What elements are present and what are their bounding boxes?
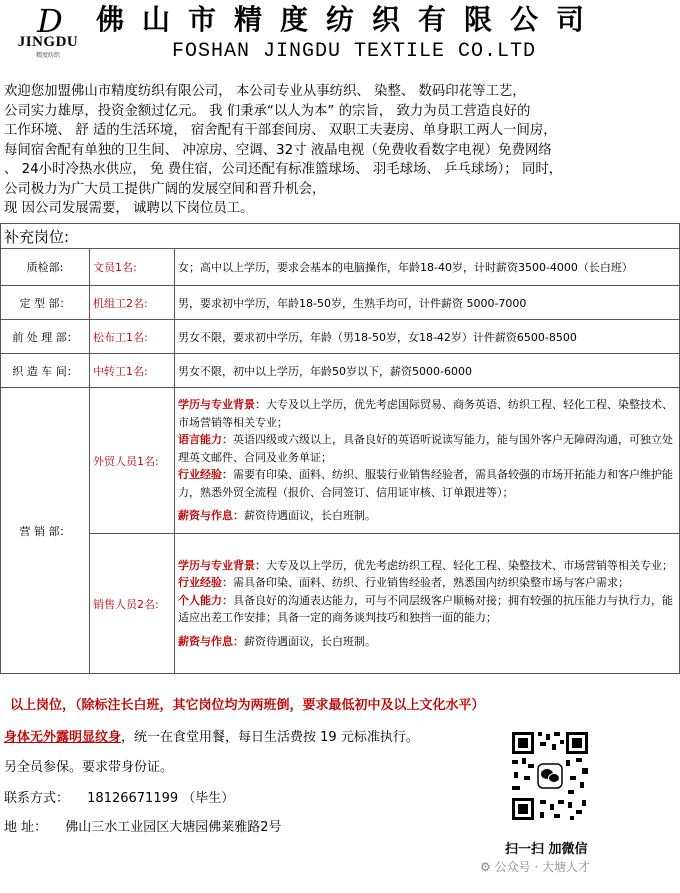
requirement-value: 薪资待遇面议，长白班制。	[244, 509, 376, 523]
intro-line: 现 因公司发展需要， 诚聘以下岗位员工。	[4, 201, 254, 216]
intro-line: 每间宿舍配有单独的卫生间、 冲凉房、空调、32寸 液晶电视（免费收看数字电视）免费网络	[4, 142, 552, 158]
requirement-cell	[175, 534, 680, 674]
requirement-key: 行业经验：	[178, 468, 233, 482]
table-row	[1, 249, 680, 286]
contact-phone[interactable]: 18126671199 （毕生）	[87, 791, 235, 806]
requirement-value: 具备良好的沟通表达能力，可与不同层级客户顺畅对接；拥有较强的抗压能力与执行力，能适应出差工作安排；具备一定的商务谈判技巧和独挡一面的能力；	[178, 593, 673, 625]
intro-line: 、 24小时冷热水供应， 免 费住宿，公司还配有标准篮球场、 羽毛球场、 乒乓球场）； 同时，	[4, 162, 563, 177]
table-title: 补充岗位:	[1, 224, 680, 249]
contact-label: 联系方式：	[4, 791, 70, 806]
department-cell: 营 销 部：	[1, 388, 90, 674]
requirement-value: 薪资待遇面议，长白班制。	[244, 634, 376, 648]
wechat-watermark	[480, 858, 590, 875]
position-cell: 外贸人员1名:	[90, 388, 175, 534]
qr-caption: 扫一扫 加微信	[505, 842, 588, 857]
intro-line: 公司极力为广大员工提供广阔的发展空间和晋升机会，	[4, 181, 326, 197]
intro-line: 欢迎您加盟佛山市精度纺织有限公司， 本公司专业从事纺织、 染整、 数码印花等工艺，	[4, 84, 526, 99]
requirement-cell: 男女不限，要求初中学历，年龄（男18-50岁，女18-42岁）计件薪资6500-8500	[175, 320, 680, 354]
dining-text: ，统一在食堂用餐，每日生活费按 19 元标准执行。	[121, 730, 419, 745]
requirement-key: 语言能力：	[178, 433, 233, 447]
address-line	[4, 816, 282, 835]
table-row	[1, 286, 680, 320]
tattoo-requirement: 身体无外露明显纹身	[4, 730, 122, 745]
wechat-qr-code[interactable]	[510, 730, 590, 822]
wechat-icon: ⚙	[480, 860, 491, 874]
department-cell: 织 造 车 间：	[1, 354, 90, 388]
address-value: 佛山三水工业园区大塘园佛莱雅路2号	[65, 820, 282, 835]
logo-name: JINGDU	[17, 34, 79, 50]
department-cell: 定 型 部：	[1, 286, 90, 320]
requirement-cell: 女；高中以上学历，要求会基本的电脑操作，年龄18-40岁，计时薪资3500-4000（长白班）	[175, 249, 680, 286]
requirement-cell: 男女不限，初中以上学历，年龄50岁以下，薪资5000-6000	[175, 354, 680, 388]
contact-line	[4, 787, 234, 806]
position-cell: 机组工2名:	[90, 286, 175, 320]
requirement-key: 个人能力：	[178, 593, 233, 607]
dining-line	[4, 726, 419, 745]
qr-code-icon	[510, 730, 590, 822]
requirement-key: 薪资与作息：	[178, 634, 244, 648]
table-row	[1, 534, 680, 674]
intro-line: 工作环境、 舒 适的生活环境， 宿舍配有干部套间房、 双职工夫妻房、单身职工两人一间房，	[4, 123, 557, 138]
table-row	[1, 354, 680, 388]
table-row	[1, 388, 680, 534]
logo-mark: D	[37, 2, 63, 40]
intro-paragraph	[4, 82, 676, 219]
requirement-cell	[175, 388, 680, 534]
position-cell: 文员1名:	[90, 249, 175, 286]
address-label: 地 址：	[4, 820, 48, 835]
table-header-row	[1, 224, 680, 249]
department-cell: 质检部:	[1, 249, 90, 286]
watermark-text: 公众号 · 大塘人才	[494, 860, 591, 874]
requirement-value: 大专及以上学历，优先考虑纺织工程、轻化工程、染整技术、市场营销等相关专业；	[266, 558, 673, 572]
logo-subtext: 精度纺织	[35, 52, 60, 59]
position-cell: 中转工1名:	[90, 354, 175, 388]
requirement-key: 学历与专业背景：	[178, 398, 266, 412]
requirement-key: 学历与专业背景：	[178, 558, 266, 572]
company-title-cn: 佛山市精度纺织有限公司	[96, 3, 603, 36]
department-cell: 前 处 理 部：	[1, 320, 90, 354]
positions-table	[0, 223, 680, 674]
insurance-line: 另全员参保。要求带身份证。	[4, 760, 174, 775]
requirement-value: 需要有印染、面料、纺织、服装行业销售经验者，需具备较强的市场开拓能力和客户维护能力，熟悉外贸全流程（报价、合同签订、信用证审核、订单跟进等）；	[178, 468, 673, 499]
requirement-value: 大专及以上学历，优先考虑国际贸易、商务英语、纺织工程、轻化工程、染整技术、市场营销等相关专业；	[178, 398, 673, 429]
requirement-value: 需具备印染、面料、纺织、行业销售经验者，熟悉国内纺织染整市场与客户需求；	[233, 576, 629, 590]
company-title-en: FOSHAN JINGDU TEXTILE CO.LTD	[172, 40, 537, 63]
table-row	[1, 320, 680, 354]
requirement-cell: 男，要求初中学历，年龄18-50岁，生熟手均可，计件薪资 5000-7000	[175, 286, 680, 320]
company-logo	[8, 4, 88, 60]
requirement-key: 薪资与作息：	[178, 509, 244, 523]
shift-note: 以上岗位，（除标注长白班，其它岗位均为两班倒，要求最低初中及以上文化水平）	[10, 698, 485, 713]
requirement-value: 英语四级或六级以上，具备良好的英语听说读写能力，能与国外客户无障碍沟通，可独立处理英文邮件、合同及业务单证；	[178, 433, 673, 464]
intro-line: 公司实力雄厚，投资金额过亿元。 我 们秉承“以人为本” 的宗旨， 致力为员工营造良好的	[4, 103, 531, 119]
requirement-key: 行业经验：	[178, 576, 233, 590]
position-cell: 松布工1名:	[90, 320, 175, 354]
position-cell: 销售人员2名:	[90, 534, 175, 674]
